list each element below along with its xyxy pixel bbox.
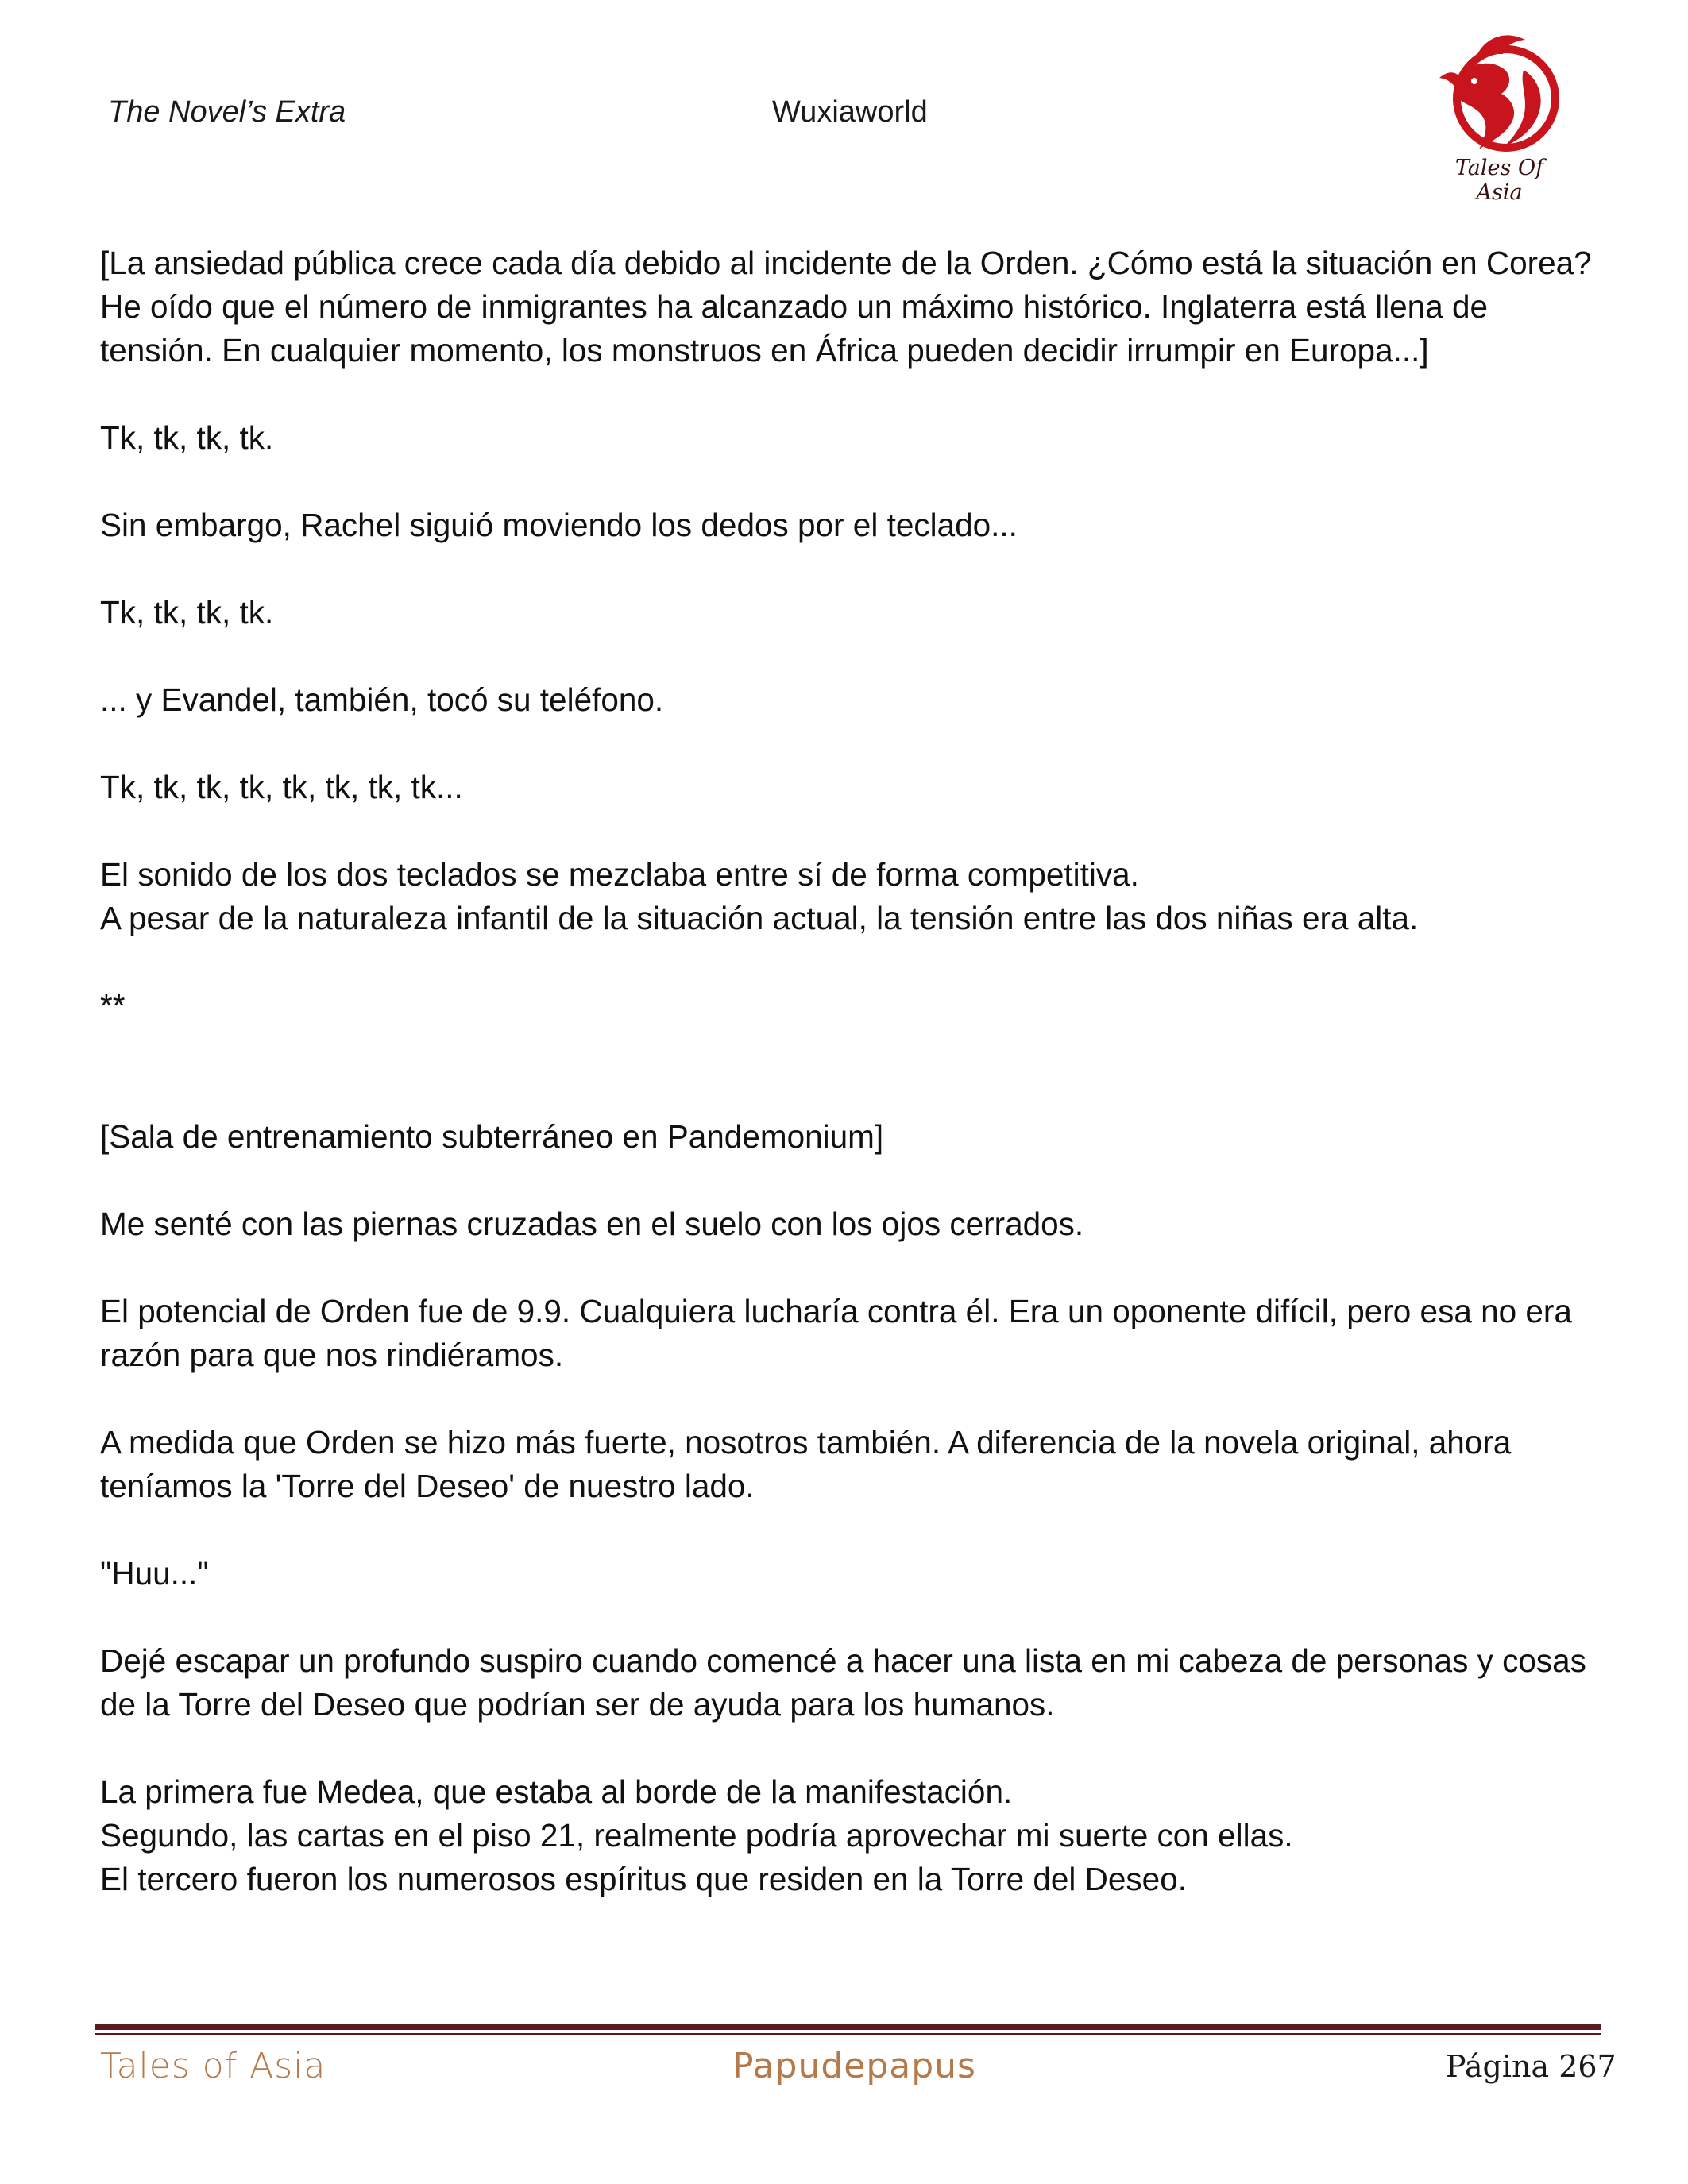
header-novel-title: The Novel’s Extra [108,95,346,129]
paragraph: La primera fue Medea, que estaba al borde de la manifestación. [100,1773,1013,1810]
paragraph: El tercero fueron los numerosos espíritus que residen en la Torre del Deseo. [100,1861,1187,1897]
paragraph: A pesar de la naturaleza infantil de la situación actual, la tensión entre las dos niñas era alta. [100,900,1419,936]
paragraph: ... y Evandel, también, tocó su teléfono. [100,681,664,718]
footer-site-name: Tales of Asia [100,2046,326,2086]
page-number: Página 267 [1446,2049,1617,2084]
header-site-name: Wuxiaworld [772,95,928,129]
paragraph: El potencial de Orden fue de 9.9. Cualquiera lucharía contra él. Era un oponente difícil, pero esa no era razón para que nos rindiéramos. [100,1293,1572,1373]
footer-rule-thin [95,2033,1601,2035]
red-dragon-icon [1430,22,1569,165]
footer-rule [95,2024,1601,2030]
paragraph: [Sala de entrenamiento subterráneo en Pandemonium] [100,1118,884,1155]
paragraph: [La ansiedad pública crece cada día debido al incidente de la Orden. ¿Cómo está la situación en Corea? He oído que el número de inmigrantes ha alcanzado un máximo histórico. Inglaterra está llena de tensión. En cualquier momento, los monstruos en África pueden decidir irrumpir en Europa...] [100,245,1592,369]
paragraph: Tk, tk, tk, tk, tk, tk, tk, tk... [100,769,463,805]
paragraph: Sin embargo, Rachel siguió moviendo los dedos por el teclado... [100,507,1018,543]
paragraph: Dejé escapar un profundo suspiro cuando comencé a hacer una lista en mi cabeza de personas y cosas de la Torre del Deseo que podrían ser de ayuda para los humanos. [100,1642,1586,1723]
paragraph: Tk, tk, tk, tk. [100,419,274,456]
paragraph: "Huu..." [100,1555,209,1592]
scene-separator: ** [100,987,126,1024]
paragraph: El sonido de los dos teclados se mezclaba entre sí de forma competitiva. [100,856,1139,893]
page-body [100,241,1593,1901]
paragraph: Tk, tk, tk, tk. [100,594,274,631]
paragraph: Me senté con las piernas cruzadas en el suelo con los ojos cerrados. [100,1206,1084,1242]
paragraph: Segundo, las cartas en el piso 21, realmente podría aprovechar mi suerte con ellas. [100,1817,1293,1854]
footer-translator: Papudepapus [732,2046,976,2086]
tales-of-asia-logo [1430,22,1569,205]
paragraph: A medida que Orden se hizo más fuerte, nosotros también. A diferencia de la novela original, ahora teníamos la 'Torre del Deseo' de nuestro lado. [100,1424,1512,1504]
logo-text: Tales Of Asia [1454,156,1544,205]
